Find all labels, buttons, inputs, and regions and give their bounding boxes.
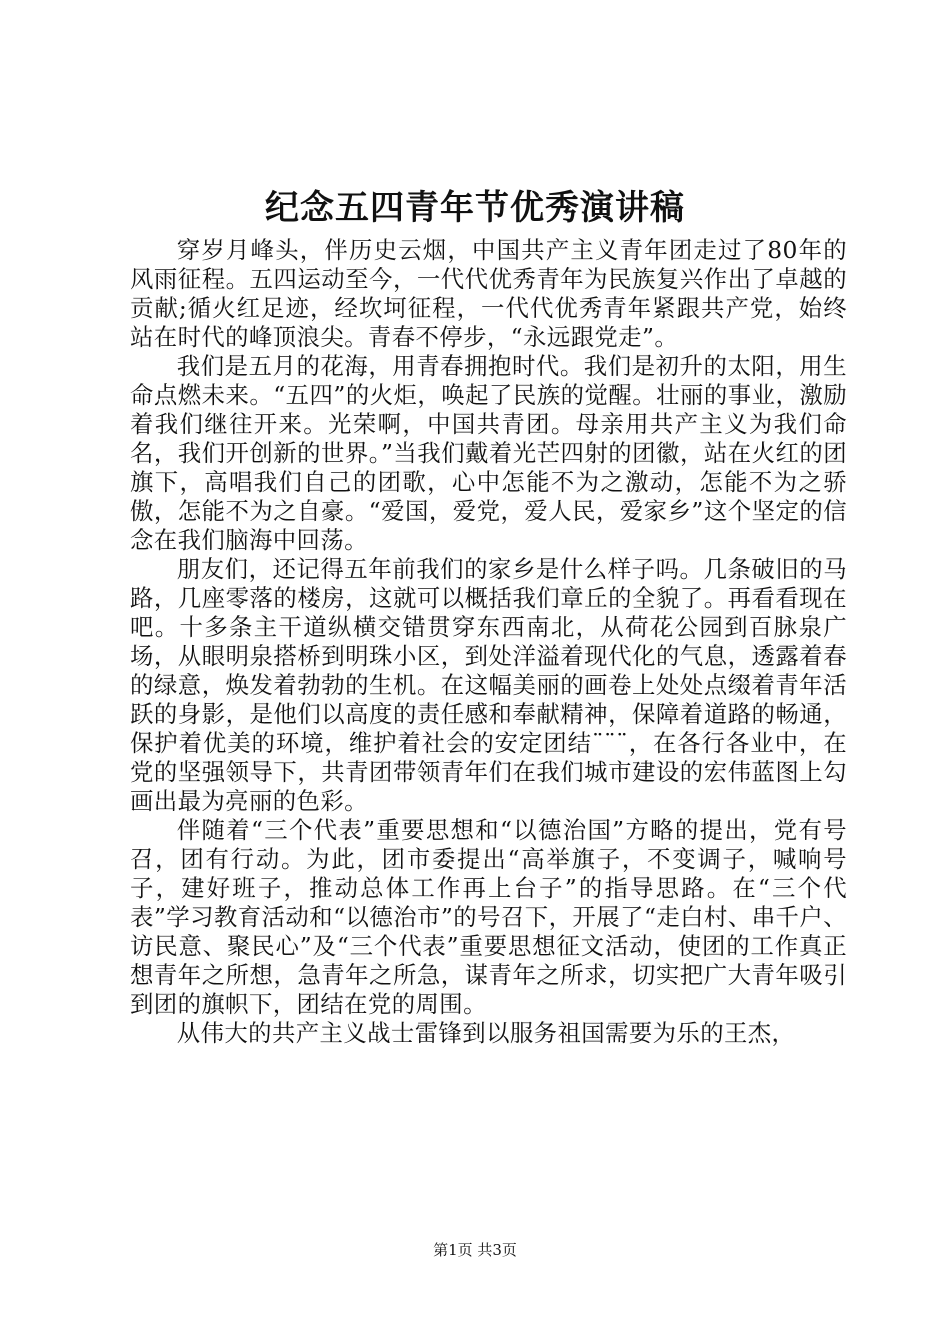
paragraph: 从伟大的共产主义战士雷锋到以服务祖国需要为乐的王杰， bbox=[176, 1019, 796, 1047]
document-title: 纪念五四青年节优秀演讲稿 bbox=[265, 188, 685, 228]
document-body bbox=[130, 236, 847, 1048]
paragraph: 我们是五月的花海，用青春拥抱时代。我们是初升的太阳，用生命点燃未来。“五四”的火炬，唤起了民族的觉醒。壮丽的事业，激励着我们继往开来。光荣啊，中国共青团。母亲用共产主义为我们命名，我们开创新的世界。”当我们戴着光芒四射的团徽，站在火红的团旗下，高唱我们自己的团歌，心中怎能不为之激动，怎能不为之骄傲，怎能不为之自豪。“爱国，爱党，爱人民，爱家乡”这个坚定的信念在我们脑海中回荡。 bbox=[130, 352, 847, 554]
paragraph: 朋友们，还记得五年前我们的家乡是什么样子吗。几条破旧的马路，几座零落的楼房，这就可以概括我们章丘的全貌了。再看看现在吧。十多条主干道纵横交错贯穿东西南北，从荷花公园到百脉泉广场，从眼明泉搭桥到明珠小区，到处洋溢着现代化的气息，透露着春的绿意，焕发着勃勃的生机。在这幅美丽的画卷上处处点缀着青年活跃的身影，是他们以高度的责任感和奉献精神，保障着道路的畅通，保护着优美的环境，维护着社会的安定团结¨¨¨，在各行各业中，在党的坚强领导下，共青团带领青年们在我们城市建设的宏伟蓝图上勾画出最为亮丽的色彩。 bbox=[130, 555, 847, 815]
paragraph: 穿岁月峰头，伴历史云烟，中国共产主义青年团走过了80年的风雨征程。五四运动至今，一代代优秀青年为民族复兴作出了卓越的贡献;循火红足迹，经坎坷征程，一代代优秀青年紧跟共产党，始终站在时代的峰顶浪尖。青春不停步，“永远跟党走”。 bbox=[130, 236, 847, 351]
page-number-footer: 第1页 共3页 bbox=[433, 1241, 517, 1259]
paragraph: 伴随着“三个代表”重要思想和“以德治国”方略的提出，党有号召，团有行动。为此，团市委提出“高举旗子，不变调子，喊响号子，建好班子，推动总体工作再上台子”的指导思路。在“三个代表”学习教育活动和“以德治市”的号召下，开展了“走白村、串千户、访民意、聚民心”及“三个代表”重要思想征文活动，使团的工作真正想青年之所想，急青年之所急，谋青年之所求，切实把广大青年吸引到团的旗帜下，团结在党的周围。 bbox=[130, 816, 847, 1018]
